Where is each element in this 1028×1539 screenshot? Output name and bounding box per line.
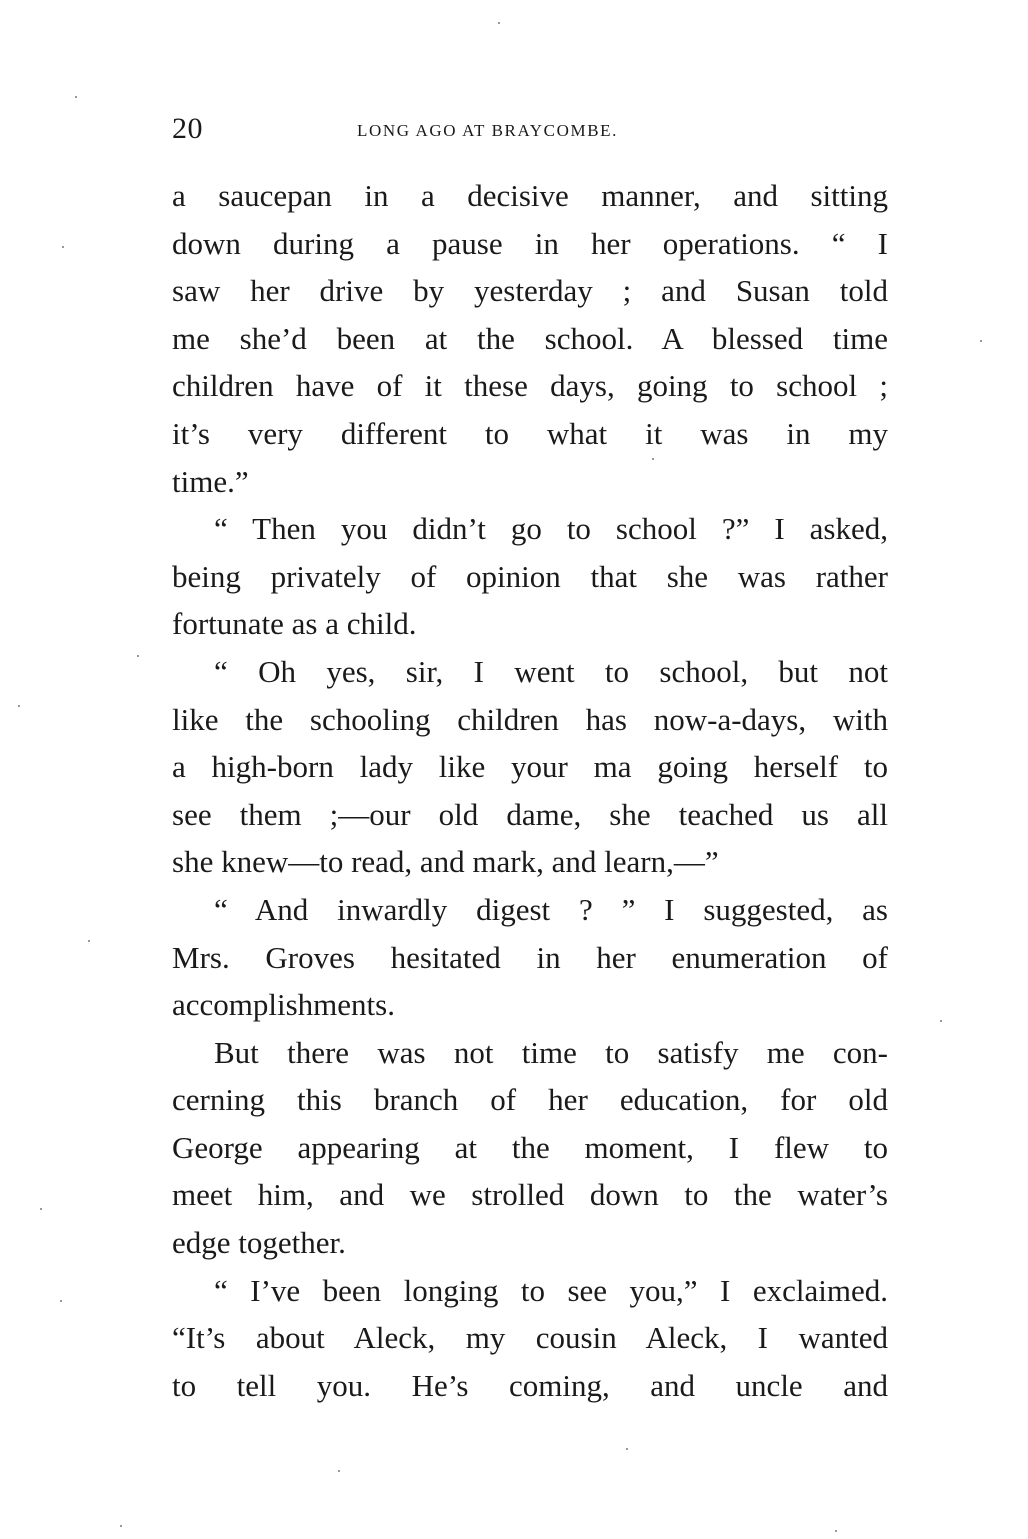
text-line: meet him, and we strolled down to the water’s <box>172 1177 888 1213</box>
running-head: LONG AGO AT BRAYCOMBE. <box>357 121 618 140</box>
text-line: “ Oh yes, sir, I went to school, but not <box>214 653 888 689</box>
text-line: saw her drive by yesterday ; and Susan told <box>172 273 888 309</box>
page-header <box>172 112 888 152</box>
text-line: “ And inwardly digest ? ” I suggested, as <box>214 891 888 927</box>
text-line: fortunate as a child. <box>172 606 417 642</box>
text-line: to tell you. He’s coming, and uncle and <box>172 1367 888 1403</box>
text-line: accomplishments. <box>172 987 395 1023</box>
text-line: being privately of opinion that she was rather <box>172 558 888 594</box>
text-line: children have of it these days, going to school ; <box>172 368 888 404</box>
text-line: cerning this branch of her education, for old <box>172 1082 888 1118</box>
text-line: “ Then you didn’t go to school ?” I asked, <box>214 511 888 547</box>
text-line: George appearing at the moment, I flew to <box>172 1129 888 1165</box>
text-line: me she’d been at the school. A blessed time <box>172 320 888 356</box>
text-line: Mrs. Groves hesitated in her enumeration of <box>172 939 888 975</box>
text-line: But there was not time to satisfy me con- <box>214 1034 888 1070</box>
text-line: a high-born lady like your ma going herself to <box>172 749 888 785</box>
text-line: it’s very different to what it was in my <box>172 415 888 451</box>
text-line: “It’s about Aleck, my cousin Aleck, I wanted <box>172 1320 888 1356</box>
text-line: a saucepan in a decisive manner, and sitting <box>172 178 888 213</box>
text-line: like the schooling children has now-a-days, with <box>172 701 888 737</box>
text-line: see them ;—our old dame, she teached us all <box>172 796 888 832</box>
page-number: 20 <box>172 112 203 145</box>
body-text <box>172 172 888 1409</box>
text-line: edge together. <box>172 1225 346 1261</box>
text-line: she knew—to read, and mark, and learn,—” <box>172 844 719 880</box>
text-line: time.” <box>172 463 249 499</box>
text-line: down during a pause in her operations. “ I <box>172 225 888 261</box>
text-line: “ I’ve been longing to see you,” I exclaimed. <box>214 1272 888 1308</box>
